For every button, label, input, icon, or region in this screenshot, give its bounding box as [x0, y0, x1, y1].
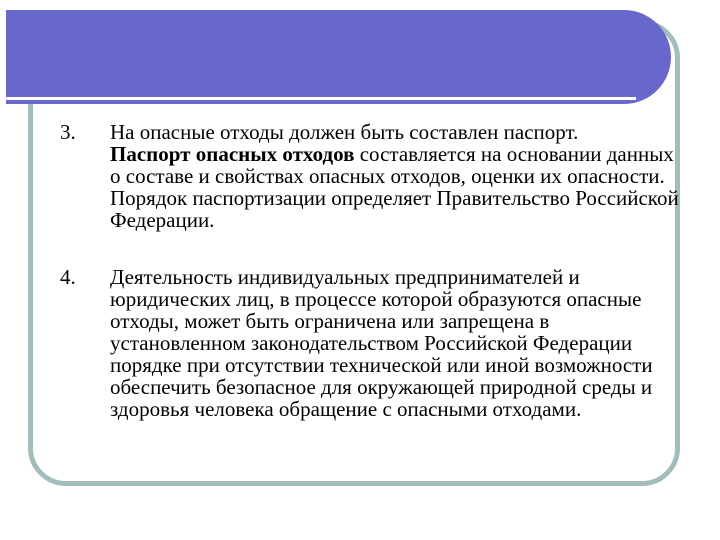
item-text: Деятельность индивидуальных предпринимателей и юридических лиц, в процессе которой образуются опасные отходы, может быть ограничена или запрещена в установленном законодательством Российской Федерации порядке при отсутствии технической или иной возможности обеспечить безопасное для окружающей природной среды и здоровья человека обращение с опасными отходами.: [110, 265, 653, 421]
item-number: 4.: [60, 265, 76, 289]
item-bold-term: Паспорт опасных отходов: [110, 142, 355, 166]
item-text: [110, 121, 680, 231]
title-banner: [6, 10, 671, 104]
item-rest-text: составляется на основании данных о составе и свойствах опасных отходов, оценки их опасности. Порядок паспортизации определяет Правительство Российской Федерации.: [110, 142, 679, 232]
item-number: 3.: [60, 120, 76, 144]
banner-divider: [6, 97, 636, 100]
item-lead-text: На опасные отходы должен быть составлен паспорт.: [110, 120, 579, 144]
